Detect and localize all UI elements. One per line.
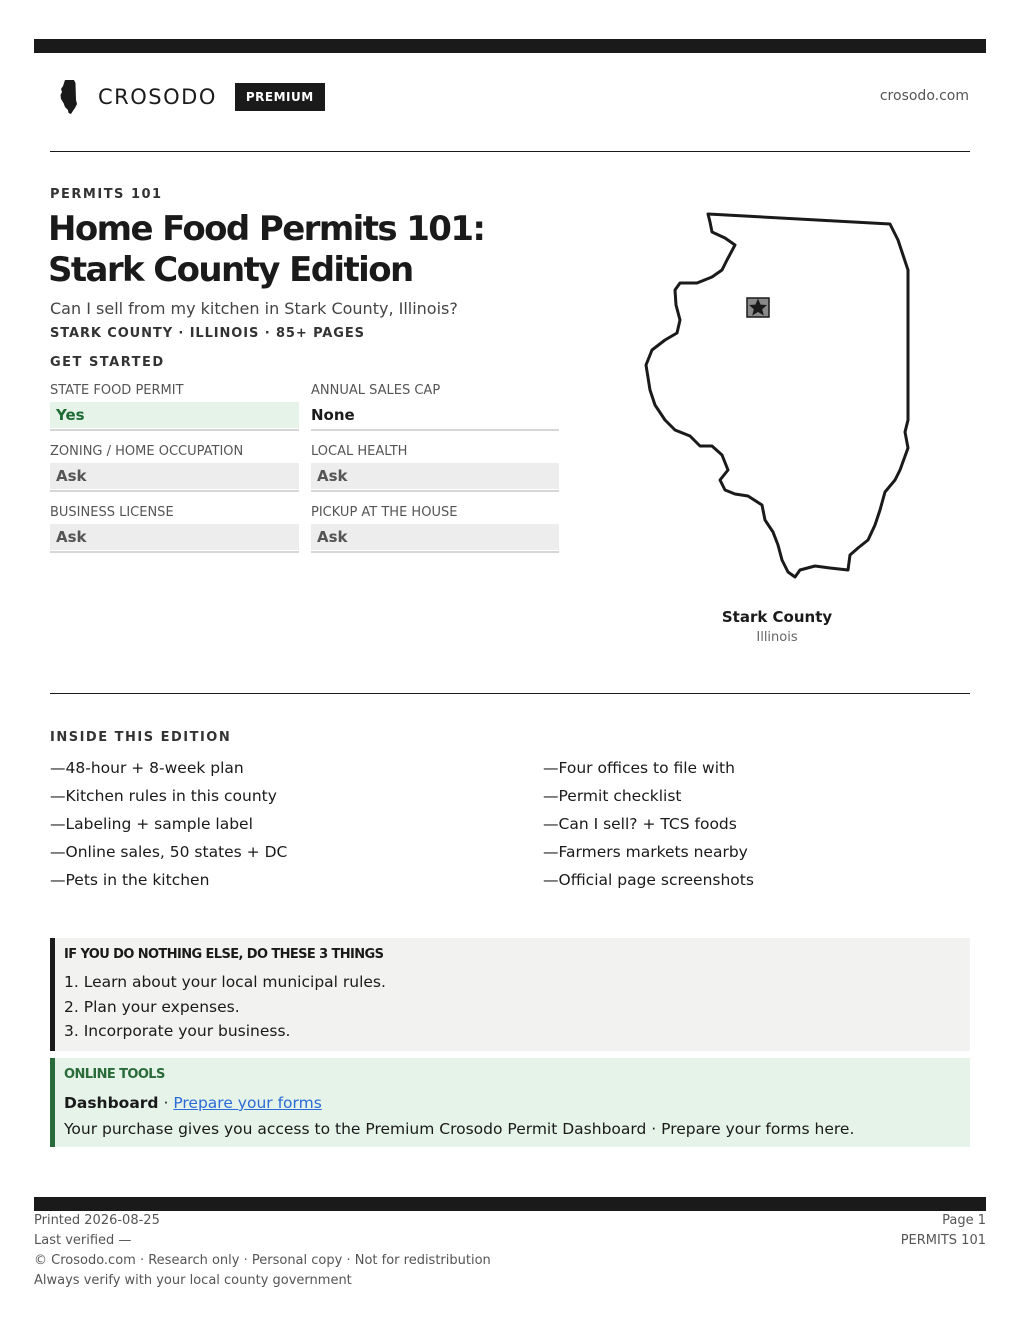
permit-cell-value: Ask [50,463,299,489]
list-item: —Can I sell? + TCS foods [543,815,737,833]
list-item: —Pets in the kitchen [50,871,210,889]
dashboard-label: Dashboard [64,1094,159,1112]
list-item: —Farmers markets nearby [543,843,748,861]
tools-description: Your purchase gives you access to the Premium Crosodo Permit Dashboard · Prepare your forms here. [64,1120,855,1138]
footer-printed: Printed 2026-08-25 [34,1213,160,1228]
callout-item: 3. Incorporate your business. [64,1022,291,1040]
permit-cell-state-food-permit [50,382,299,431]
get-started-heading: GET STARTED [50,355,165,370]
page-subtitle: Can I sell from my kitchen in Stark County, Illinois? [50,299,458,318]
permit-cell-local-health [311,443,559,492]
permit-cell-label: ANNUAL SALES CAP [311,383,441,398]
permit-cell-value: Ask [311,524,559,550]
footer-page-number: Page 1 [942,1213,986,1228]
permit-cell-business-license [50,504,299,553]
permit-cell-value: Ask [311,463,559,489]
footer-section: PERMITS 101 [900,1233,986,1248]
premium-badge: PREMIUM [235,83,325,111]
footer-right [901,1211,986,1251]
brand-name: CROSODO [98,85,217,109]
footer-verify-note: Always verify with your local county government [34,1273,352,1288]
edition-column-left [50,757,543,897]
list-item: —48-hour + 8-week plan [50,759,244,777]
callout-item: 2. Plan your expenses. [64,997,240,1016]
online-tools-callout [50,1058,970,1147]
edition-contents [50,757,970,897]
edition-column-right [543,757,970,897]
tools-title: ONLINE TOOLS [64,1067,165,1082]
tools-separator: · [158,1094,174,1112]
permit-cell-label: PICKUP AT THE HOUSE [311,505,458,520]
illinois-outline [646,214,908,577]
site-url[interactable]: crosodo.com [879,88,969,104]
permit-cell-label: STATE FOOD PERMIT [50,383,184,398]
edition-meta: STARK COUNTY · ILLINOIS · 85+ PAGES [50,326,365,341]
list-item: —Kitchen rules in this county [50,787,277,805]
permit-cell-zoning [50,443,299,492]
section-kicker: PERMITS 101 [50,187,163,202]
callout-item: 1. Learn about your local municipal rules. [64,973,386,991]
permit-cell-value: None [311,406,355,424]
section-divider [50,693,970,694]
permit-cell-label: BUSINESS LICENSE [50,505,174,520]
illinois-map [640,205,920,585]
map-state-name: Illinois [756,630,798,645]
footer-left [34,1211,491,1291]
bottom-bar [34,1197,986,1211]
permit-cell-label: ZONING / HOME OCCUPATION [50,444,244,459]
list-item: —Online sales, 50 states + DC [50,843,288,861]
page-title: Home Food Permits 101: Stark County Edition [48,209,485,290]
list-item: —Official page screenshots [543,871,754,889]
permit-summary-grid [50,382,559,553]
prepare-forms-link[interactable]: Prepare your forms [173,1094,322,1112]
three-things-callout [50,938,970,1051]
permit-cell-annual-sales-cap [311,382,559,431]
permit-cell-value: Ask [50,524,299,550]
list-item: —Labeling + sample label [50,815,253,833]
map-county-name: Stark County [721,608,833,626]
footer-verified: Last verified — [34,1233,132,1248]
list-item: —Permit checklist [543,787,682,805]
illinois-silhouette-icon [60,80,82,114]
brand[interactable] [60,80,325,114]
permit-cell-value: Yes [50,402,299,428]
permit-cell-pickup [311,504,559,553]
top-bar [34,39,986,53]
callout-title: IF YOU DO NOTHING ELSE, DO THESE 3 THINGS [64,947,384,962]
header-divider [50,151,970,152]
list-item: —Four offices to file with [543,759,735,777]
edition-heading: INSIDE THIS EDITION [50,730,232,745]
permit-cell-label: LOCAL HEALTH [311,444,408,459]
tools-links-row [64,1092,970,1118]
footer-copyright: © Crosodo.com · Research only · Personal copy · Not for redistribution [34,1253,491,1268]
